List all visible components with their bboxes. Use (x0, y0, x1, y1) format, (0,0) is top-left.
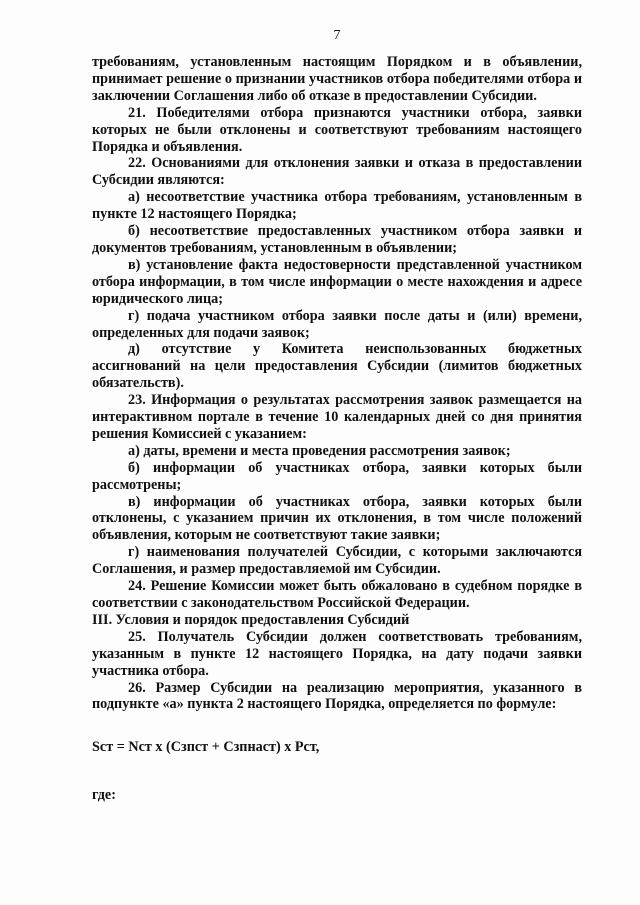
paragraph-22-d: д) отсутствие у Комитета неиспользованных бюджетных ассигнований на цели предоставления Субсидии (лимитов бюджетных обязательств). (92, 341, 582, 392)
subsidy-formula: Sст = Nст х (Сзпст + Сзпнаст) х Рст, (92, 739, 320, 756)
section-title: III. Условия и порядок предоставления Субсидий (92, 611, 410, 628)
page-number: 7 (333, 28, 341, 43)
paragraph-22-b: б) несоответствие предоставленных участником отбора заявки и документов требованиям, установленным в объявлении; (92, 223, 582, 256)
paragraph-23-b: б) информации об участниках отбора, заявки которых были рассмотрены; (92, 459, 582, 493)
paragraph-24: 24. Решение Комиссии может быть обжаловано в судебном порядке в соответствии с законодательством Российской Федерации. (92, 578, 582, 611)
paragraph-23-g: г) наименования получателей Субсидии, с которыми заключаются Соглашения, и размер предоставляемой им Субсидии. (92, 544, 582, 578)
paragraph-22-a: а) несоответствие участника отбора требованиям, установленным в пункте 12 настоящего Порядка; (92, 189, 582, 223)
document-body (92, 54, 582, 804)
paragraph-23-v: в) информации об участниках отбора, заявки которых были отклонены, с указанием причин их отклонения, в том числе положений объявления, которым не соответствуют такие заявки; (92, 493, 582, 544)
paragraph-26: 26. Размер Субсидии на реализацию мероприятия, указанного в подпункте «а» пункта 2 настоящего Порядка, определяется по формуле: (92, 679, 582, 713)
where-label: где: (92, 787, 116, 804)
paragraph-23: 23. Информация о результатах рассмотрения заявок размещается на интерактивном портале в течение 10 календарных дней со дня принятия решения Комиссией с указанием: (92, 392, 582, 442)
paragraph-22-v: в) установление факта недостоверности представленной участником отбора информации, в том числе информации о месте нахождения и адресе юридического лица; (92, 256, 582, 307)
paragraph-23-a: а) даты, времени и места проведения рассмотрения заявок; (128, 442, 511, 459)
paragraph-25: 25. Получатель Субсидии должен соответствовать требованиям, указанным в пункте 12 настоящего Порядка, на дату подачи заявки участника отбора. (92, 628, 582, 679)
paragraph-22-g: г) подача участником отбора заявки после даты и (или) времени, определенных для подачи заявок; (92, 307, 582, 341)
paragraph-22: 22. Основаниями для отклонения заявки и отказа в предоставлении Субсидии являются: (92, 155, 582, 189)
paragraph-20-continuation: требованиям, установленным настоящим Порядком и в объявлении, принимает решение о признании участников отбора победителями отбора и заключении Соглашения либо об отказе в предоставлении Субсидии. (92, 54, 582, 104)
paragraph-21: 21. Победителями отбора признаются участники отбора, заявки которых не были отклонены и соответствуют требованиям настоящего Порядка и объявления. (92, 104, 582, 155)
